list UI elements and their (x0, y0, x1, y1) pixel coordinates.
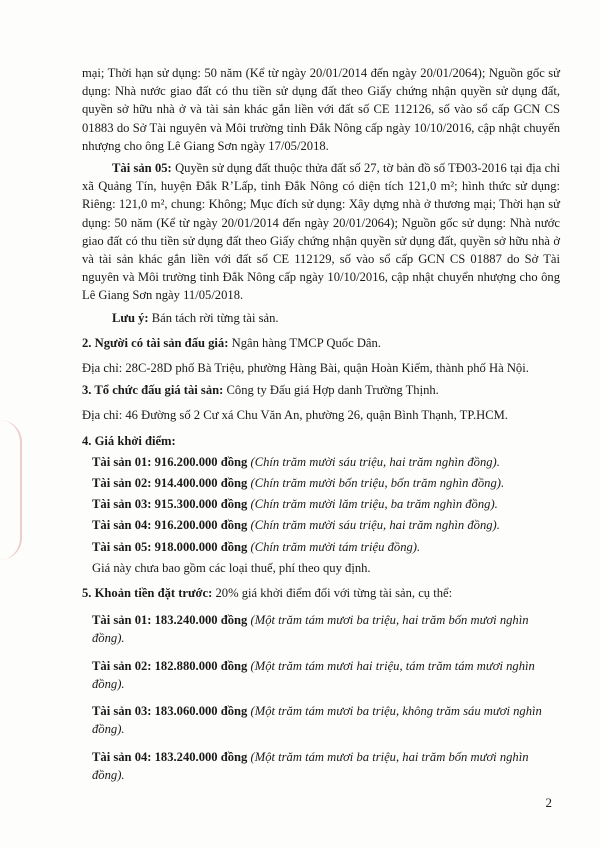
starting-price-words: (Chín trăm mười sáu triệu, hai trăm nghìn đồng). (250, 518, 500, 533)
section-2-heading: 2. Người có tài sản đấu giá: (82, 335, 229, 350)
section-2-value: Ngân hàng TMCP Quốc Dân. (231, 335, 381, 350)
note-paragraph (82, 309, 560, 327)
starting-price-row (82, 453, 560, 471)
deposit-row (82, 748, 560, 784)
starting-price-label: Tài sản 01: 916.200.000 đồng (92, 454, 248, 469)
document-body (82, 64, 560, 784)
deposit-words: (Một trăm tám mươi ba triệu, hai trăm bốn mươi nghìn đồng). (92, 613, 529, 646)
starting-price-words: (Chín trăm mười bốn triệu, bốn trăm nghìn đồng). (250, 476, 505, 491)
section-2-heading-line (82, 334, 560, 352)
starting-price-label: Tài sản 05: 918.000.000 đồng (92, 539, 248, 554)
asset-5-label: Tài sản 05: (112, 161, 172, 176)
starting-price-words: (Chín trăm mười tám triệu đồng). (250, 539, 421, 554)
page-number: 2 (545, 795, 552, 810)
starting-price-words: (Chín trăm mười sáu triệu, hai trăm nghìn đồng). (250, 454, 500, 469)
section-5-heading-line (82, 584, 560, 602)
deposit-label: Tài sản 04: 183.240.000 đồng (92, 749, 248, 764)
deposit-label: Tài sản 03: 183.060.000 đồng (92, 704, 248, 719)
note-label: Lưu ý: (112, 310, 149, 325)
asset-4-continuation: mại; Thời hạn sử dụng: 50 năm (Kể từ ngày 20/01/2014 đến ngày 20/01/2064); Nguồn gốc sử dụng: Nhà nước giao đất có thu tiền sử dụng đất theo Giấy chứng nhận quyền sử dụng đất, quyền sở hữu nhà ở và tài sản khác gắn liền với đất số CE 112126, số vào sổ cấp GCN CS 01883 do Sở Tài nguyên và Môi trường tỉnh Đắk Nông cấp ngày 10/10/2016, cập nhật chuyển nhượng cho ông Lê Giang Sơn ngày 17/05/2018. (82, 66, 560, 153)
section-3-address: Địa chỉ: 46 Đường số 2 Cư xá Chu Văn An, phường 26, quận Bình Thạnh, TP.HCM. (82, 408, 508, 423)
deposit-label: Tài sản 02: 182.880.000 đồng (92, 658, 248, 673)
starting-price-row (82, 495, 560, 513)
starting-price-label: Tài sản 02: 914.400.000 đồng (92, 476, 248, 491)
section-5-value: 20% giá khởi điểm đối với từng tài sản, cụ thể: (215, 586, 453, 601)
starting-price-words: (Chín trăm mười lăm triệu, ba trăm nghìn đồng). (250, 497, 498, 512)
deposit-words: (Một trăm tám mươi ba triệu, hai trăm bốn mươi nghìn đồng). (92, 749, 529, 782)
starting-price-label: Tài sản 03: 915.300.000 đồng (92, 497, 248, 512)
deposit-words: (Một trăm tám mươi ba triệu, không trăm sáu mươi nghìn đồng). (92, 704, 542, 737)
stamp-edge-mark (0, 420, 22, 560)
asset-5-text: Quyền sử dụng đất thuộc thửa đất số 27, tờ bản đồ số TĐ03-2016 tại địa chỉ xã Quảng Tín, huyện Đắk R’Lấp, tỉnh Đắk Nông có diện tích 121,0 m²; hình thức sử dụng: Riêng: 121,0 m², chung: Không; Mục đích sử dụng: Xây dựng nhà ở thương mại; Thời hạn sử dụng: 50 năm (Kể từ ngày 20/01/2014 đến ngày 20/01/2064); Nguồn gốc sử dụng: Nhà nước giao đất có thu tiền sử dụng đất theo Giấy chứng nhận quyền sử dụng đất, quyền sở hữu nhà ở và tài sản khác gắn liền với đất số CE 112129, số vào sổ cấp GCN CS 01887 do Sở Tài nguyên và Môi trường tỉnh Đắk Nông cấp ngày 10/10/2016, cập nhật chuyển nhượng cho ông Lê Giang Sơn ngày 11/05/2018. (82, 161, 561, 303)
deposit-words: (Một trăm tám mươi hai triệu, tám trăm tám mươi nghìn đồng). (92, 658, 535, 691)
section-4-heading-line (82, 432, 560, 450)
asset-5-paragraph (82, 159, 560, 305)
starting-price-row (82, 516, 560, 534)
deposit-row (82, 702, 560, 738)
section-3-heading: 3. Tổ chức đấu giá tài sản: (82, 383, 224, 398)
starting-price-row (82, 474, 560, 492)
section-4-heading: 4. Giá khởi điểm: (82, 433, 176, 448)
starting-price-label: Tài sản 04: 916.200.000 đồng (92, 518, 248, 533)
section-3-value: Công ty Đấu giá Hợp danh Trường Thịnh. (226, 383, 439, 398)
deposit-row (82, 611, 560, 647)
note-text: Bán tách rời từng tài sản. (151, 310, 279, 325)
section-5-heading: 5. Khoản tiền đặt trước: (82, 586, 213, 601)
deposit-label: Tài sản 01: 183.240.000 đồng (92, 613, 248, 628)
section-2-address: Địa chỉ: 28C-28D phố Bà Triệu, phường Hàng Bài, quận Hoàn Kiếm, thành phố Hà Nội. (82, 361, 529, 376)
starting-price-row (82, 538, 560, 556)
deposit-row (82, 657, 560, 693)
price-tax-note: Giá này chưa bao gồm các loại thuế, phí theo quy định. (92, 560, 371, 575)
section-3-heading-line (82, 381, 560, 399)
